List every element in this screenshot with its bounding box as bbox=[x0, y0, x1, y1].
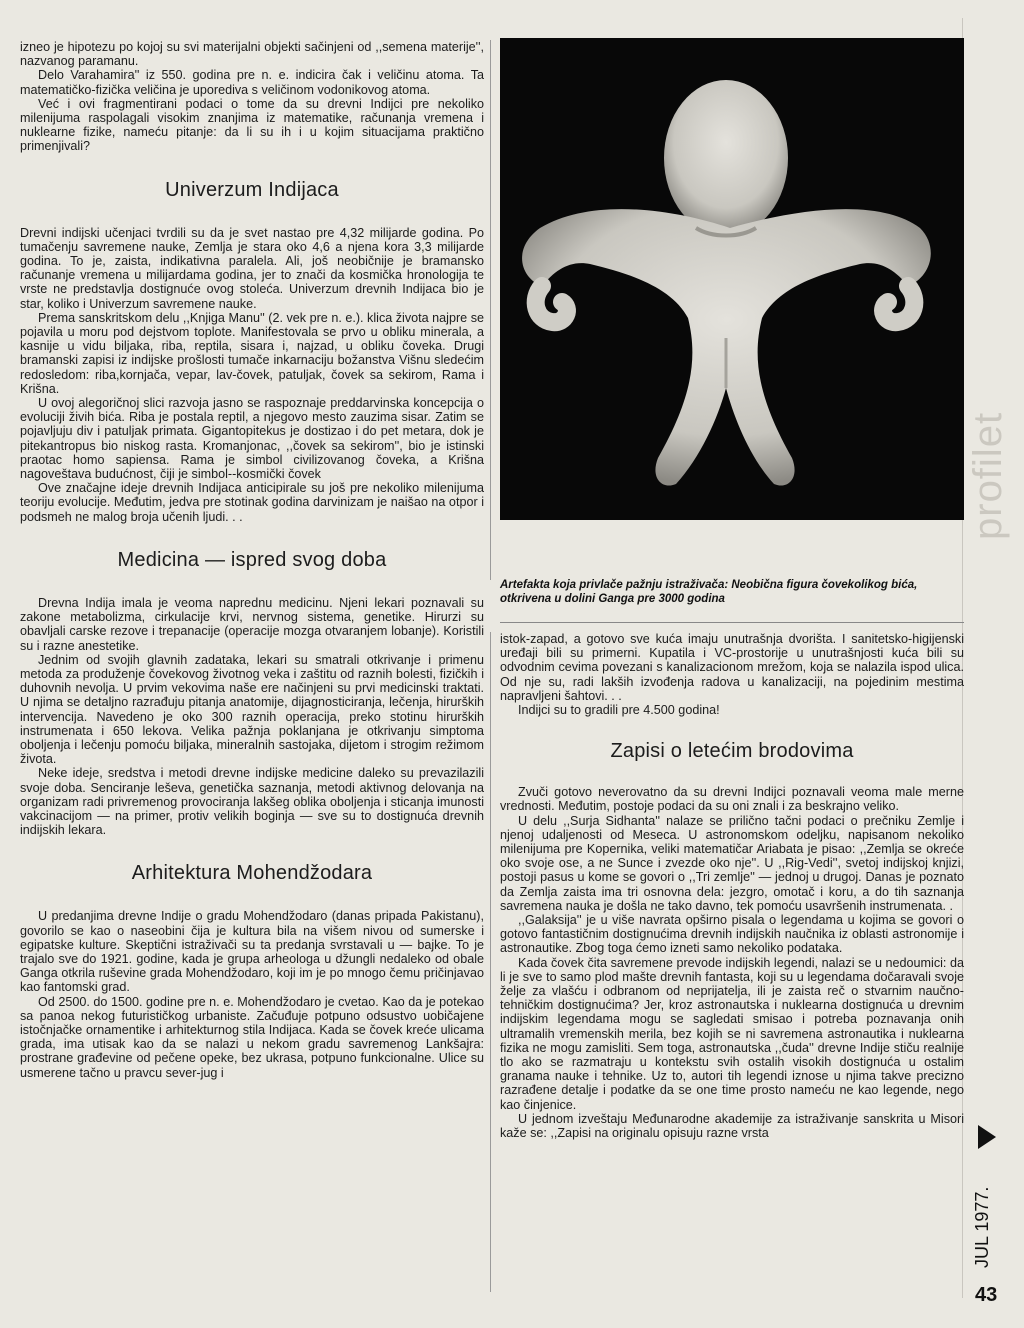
universe-paragraph-1: Drevni indijski učenjaci tvrdili su da je svet nastao pre 4,32 milijarde godina. Po tumačenju savremene nauke, Zemlja je stara oko 4,6 a njena kora 3,3 milijarde godina. To je, zaista, indikativna paralela. Ali, još neobičnije je bramansko računanje vremena u milijardama godina, jer to znači da kosmička hronologija te vrste ne predstavlja dostignuće ovog stoleća. Univerzum drevnih Indijaca bio je star, koliko i Univerzum savremene nauke. bbox=[20, 225, 484, 311]
column-divider bbox=[490, 40, 491, 580]
universe-paragraph-2: Prema sanskritskom delu ,,Knjiga Manu'' (2. vek pre n. e.). klica života najpre se pojavila u moru pod dejstvom toplote. Manifestovala se prvo u obliku minerala, a kasnije u vidu biljaka, riba, reptila, sisara i, najzad, u obliku čoveka. Drugi bramanski zapisi iz indijske prošlosti tumače inkarnaciju božanstva Višnu sledećim redosledom: riba,kornjača, vepar, lav-čovek, patuljak, čovek sa sekirom, Rama i Krišna. bbox=[20, 310, 484, 396]
heading-medicine: Medicina — ispred svog doba bbox=[117, 548, 387, 571]
page-number: 43 bbox=[975, 1284, 998, 1306]
medicine-paragraph-2: Jednim od svojih glavnih zadataka, lekari su smatrali otkrivanje i primenu metoda za produženje čovekovog životnog veka i zaštitu od raznih bolesti, fizičkih i duhovnih nevolja. U prvim vekovima naše ere načinjeni su prvi medicinski traktati. U njima se detaljno razrađuju pitanja anatomije, dijagnosticiranja, lečenja, hirurških intervencija. Navedeno je oko 300 raznih operacija, preko stotinu hirurških instrumenata i 650 lekova. Velika pažnja poklanjana je otkrivanju simptoma oboljenja i lečenju pomoću biljaka, mineralnih sastojaka, dijetom i strogim režimom života. bbox=[20, 652, 484, 767]
caption-rule bbox=[500, 622, 964, 623]
heading-flying-ships: Zapisi o letećim brodovima bbox=[610, 740, 854, 763]
issue-date-label: JUL 1977. bbox=[972, 1186, 992, 1268]
heading-architecture: Arhitektura Mohendžodara bbox=[131, 862, 373, 885]
medicine-paragraph-3: Neke ideje, sredstva i metodi drevne indijske medicine daleko su prevazilazili svoje doba. Senciranje leševa, genetička saznanja, metodi aktivnog delovanja na organizam radi privremenog provociranja lakšeg oblika oboljenja i sticanja imunosti vakcinacijom — na primer, protiv velikih boginja — sve su to dostignuća drevnih indijskih lekara. bbox=[20, 766, 484, 838]
architecture-paragraph-1: U predanjima drevne Indije o gradu Mohendžodaro (danas pripada Pakistanu), govorilo se kao o naseobini čija je kultura bila na višem nivou od sumerske i egipatske kulture. Skeptični istraživači su ta predanja svrstavali u — bajke. To je trajalo sve do 1921. godine, kada je grupa arheologa u džungli nedaleko od obale Ganga otkrila ruševine grada Mohendžodaro, koji im je po mnogo čemu pričinjavao kao fantomski grad. bbox=[20, 909, 484, 995]
intro-paragraph-2: Delo Varahamira'' iz 550. godina pre n. e. indicira čak i veličinu atoma. Ta matematičko-fizička veličina je uporediva s veličinom vodonikovog atoma. bbox=[20, 68, 484, 97]
column-divider bbox=[490, 632, 491, 1292]
next-page-arrow-icon bbox=[976, 1124, 998, 1150]
artifact-photo bbox=[500, 38, 964, 520]
intro-paragraph-1: izneo je hipotezu po kojoj su svi materijalni objekti sačinjeni od ,,semena materije'', nazvanog paramanu. bbox=[20, 40, 484, 69]
ships-paragraph-5: U jednom izveštaju Međunarodne akademije za istraživanje sanskrita u Misori kaže se: ,,Zapisi na originalu opisuju razne vrsta bbox=[500, 1111, 964, 1141]
ships-paragraph-4: Kada čovek čita savremene prevode indijskih legendi, nalazi se u nedoumici: da li je sve to samo plod mašte drevnih fantasta, koji su u legendama dočaravali svoje želje za vlašću i odbranom od neprijatelja, ili je zaista reč o stvarnim naučno-tehničkim dostignućima? Jer, kroz astronautska i nuklearna dostignuća u drevnim indijskim legendama mogu se sagledati smisao i potreba poznavanja onih ultramalih vremenskih merila, bez kojih se ni savremena astronautika i nuklearna fizika ne mogu zamisliti. Sem toga, astronautska ,,čuda'' drevne Indije stiču realnije tlo ako se razmatraju u kontekstu svih ostalih visokih dostignuća u ostalim granama nauke i tehnike. Uz to, autori tih legendi iznose u njima takve precizno razrađene detalje i podatke da se one time prosto nameću ne kao legende, nego kao činjenice. bbox=[500, 955, 964, 1112]
section-tab bbox=[958, 360, 1024, 560]
medicine-paragraph-1: Drevna Indija imala je veoma naprednu medicinu. Njeni lekari poznavali su zakone metabolizma, cirkulacije krvi, nervnog sistema, genetike. Hirurzi su obavljali carske rezove i trepanacije (operacije mozga otvaranjem lobanje). Koristili su i razne anestetike. bbox=[20, 595, 484, 653]
left-column bbox=[20, 40, 484, 1080]
heading-universe: Univerzum Indijaca bbox=[165, 178, 339, 201]
issue-date bbox=[972, 1170, 1002, 1270]
universe-paragraph-3: U ovoj alegoričnoj slici razvoja jasno se raspoznaje preddarvinska koncepcija o evoluciji živih bića. Riba je postala reptil, a njegovo mesto zauzima sisar. Zatim se pojavljuju div i patuljak primata. Gigantopitekus je dostizao i do pet metara, dok je pitekantropus bio niskog rasta. Kromanjonac, ,,čovek sa sekirom'', bio je istinski praotac homo sapiensa. Rama je simbol civilizovanog čoveka, a Krišna nagoveštava budućnost, čiji je simbol--kosmički čovek bbox=[20, 396, 484, 482]
architecture-paragraph-2: Od 2500. do 1500. godine pre n. e. Mohendžodaro je cvetao. Kao da je potekao sa panoa nekog futurističkog urbaniste. Začuđuje potpuno odsustvo uobičajene istočnjačke ornamentike i arhitekturnog stila Indijaca. Kada se čovek kreće ulicama grada, ima utisak kao da se nalazi u nekom gradu savremenog Lankšajra: prostrane građevine od pečene opeke, bez ukrasa, potpuno funkcionalne. Ulice su usmerene tačno u pravcu sever-jug i bbox=[20, 994, 484, 1080]
ships-paragraph-3: ,,Galaksija'' je u više navrata opširno pisala o legendama u kojima se govori o gotovo fantastičnim dostignućima drevnih indijskih naučnika iz oblasti astronomije i astronautike. Zbog toga ćemo izneti samo nekoliko podataka. bbox=[500, 913, 964, 956]
right-column bbox=[500, 632, 964, 1140]
architecture-continued: istok-zapad, a gotovo sve kuća imaju unutrašnja dvorišta. I sanitetsko-higijenski uređaji bili su primerni. Kupatila i VC-prostorije u unutrašnjosti kuća bili su odvodnim cevima povezani s kanalizacionom mrežom, koja se nalazila ispod ulica. Od nje su, radi lakših izvođenja radova u kanalizaciji, na pojedinim mestima napravljeni šahtovi. . . bbox=[500, 632, 964, 703]
architecture-last-line: Indijci su to gradili pre 4.500 godina! bbox=[518, 703, 720, 718]
ships-paragraph-1: Zvuči gotovo neverovatno da su drevni Indijci poznavali veoma male merne vrednosti. Međutim, postoje podaci da su oni znali i za beskrajno veliko. bbox=[500, 785, 964, 814]
universe-paragraph-4: Ove značajne ideje drevnih Indijaca anticipirale su još pre nekoliko milenijuma teoriju evolucije. Međutim, jedva pre stotinak godina darvinizam je naišao na otpor i podsmeh ne malog broja učenih ljudi. . . bbox=[20, 481, 484, 524]
ships-paragraph-2: U delu ,,Surja Sidhanta'' nalaze se prilično tačni podaci o prečniku Zemlje i njenoj udaljenosti od Meseca. U astronomskom odeljku, napisanom nekoliko milenijuma pre Kopernika, veliki matematičar Ariabata je pisao: ,,Zemlja se okreće oko svoje ose, a ne Sunce i zvezde oko nje''. U ,,Rig-Vedi'', svetoj indijskoj knjizi, postoji pasus u kome se govori o ,,Tri zemlje'' — jednoj u drugoj. Danas je poznato da Zemlja zaista ima tri osnovna dela: jezgro, omotač i koru, a do tih saznanja savremena nauka je došla ne tako davno, tek pomoću usavršenih instrumenata. . bbox=[500, 813, 964, 913]
section-tab-label: profilet bbox=[966, 411, 1010, 540]
photo-caption: Artefakta koja privlače pažnju istraživača: Neobična figura čovekolikog bića, otkrivena u dolini Ganga pre 3000 godina bbox=[500, 579, 918, 605]
humanoid-figure-image bbox=[500, 38, 964, 520]
intro-paragraph-3: Već i ovi fragmentirani podaci o tome da su drevni Indijci pre nekoliko milenijuma raspolagali visokim znanjima iz matematike, računanja vremena i nuklearne fizike, nameću pitanje: da li su ih i u kojim situacijama praktično primenjivali? bbox=[20, 96, 484, 154]
